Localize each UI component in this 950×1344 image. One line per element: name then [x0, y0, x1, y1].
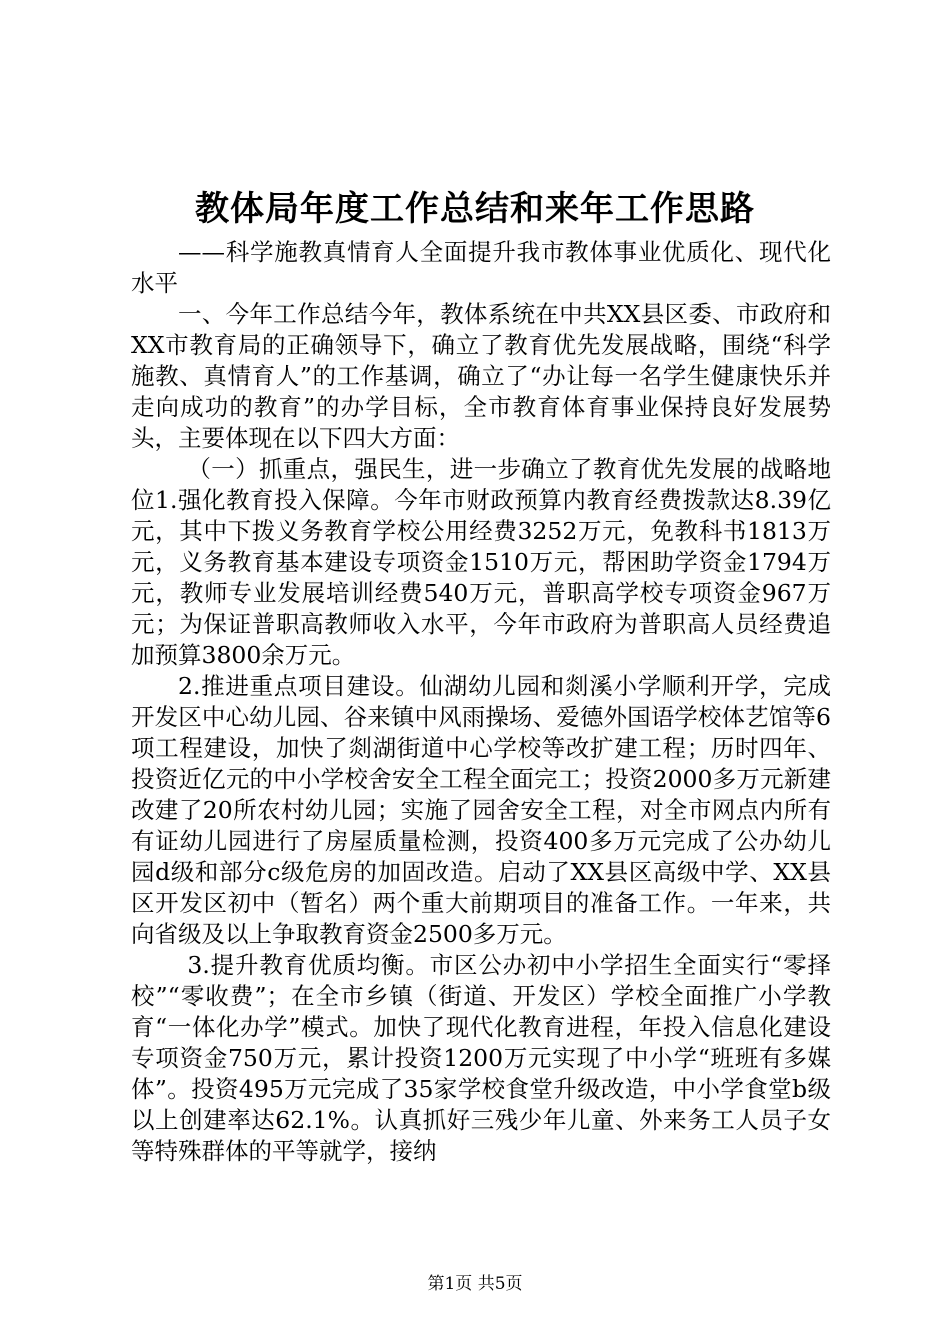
document-body [131, 237, 831, 1167]
body-paragraph: 一、今年工作总结今年，教体系统在中共XX县区委、市政府和XX市教育局的正确领导下，确立了教育优先发展战略，围绕“科学施教、真情育人”的工作基调，确立了“办让每一名学生健康快乐并走向成功的教育”的办学目标，全市教育体育事业保持良好发展势头，主要体现在以下四大方面： [131, 300, 831, 452]
body-paragraph: （一）抓重点，强民生，进一步确立了教育优先发展的战略地位1.强化教育投入保障。今年市财政预算内教育经费拨款达8.39亿元，其中下拨义务教育学校公用经费3252万元，免教科书1813万元，义务教育基本建设专项资金1510万元，帮困助学资金1794万元，教师专业发展培训经费540万元，普职高学校专项资金967万元；为保证普职高教师收入水平，今年市政府为普职高人员经费追加预算3800余万元。 [131, 455, 831, 669]
body-paragraph: 2.推进重点项目建设。仙湖幼儿园和剡溪小学顺利开学，完成开发区中心幼儿园、谷来镇中风雨操场、爱德外国语学校体艺馆等6项工程建设，加快了剡湖街道中心学校等改扩建工程；历时四年、投资近亿元的中小学校舍安全工程全面完工；投资2000多万元新建改建了20所农村幼儿园；实施了园舍安全工程，对全市网点内所有有证幼儿园进行了房屋质量检测，投资400多万元完成了公办幼儿园d级和部分c级危房的加固改造。启动了XX县区高级中学、XX县区开发区初中（暂名）两个重大前期项目的准备工作。一年来，共向省级及以上争取教育资金2500多万元。 [131, 672, 831, 948]
body-paragraph: 3.提升教育优质均衡。市区公办初中小学招生全面实行“零择校”“零收费”；在全市乡镇（街道、开发区）学校全面推广小学教育“一体化办学”模式。加快了现代化教育进程，年投入信息化建设专项资金750万元，累计投资1200万元实现了中小学“班班有多媒体”。投资495万元完成了35家学校食堂升级改造，中小学食堂b级以上创建率达62.1%。认真抓好三残少年儿童、外来务工人员子女等特殊群体的平等就学，接纳 [131, 951, 831, 1165]
page-footer: 第1页 共5页 [427, 1274, 523, 1294]
document-title: 教体局年度工作总结和来年工作思路 [195, 189, 755, 229]
subtitle-paragraph: ——科学施教真情育人全面提升我市教体事业优质化、现代化水平 [131, 238, 831, 297]
